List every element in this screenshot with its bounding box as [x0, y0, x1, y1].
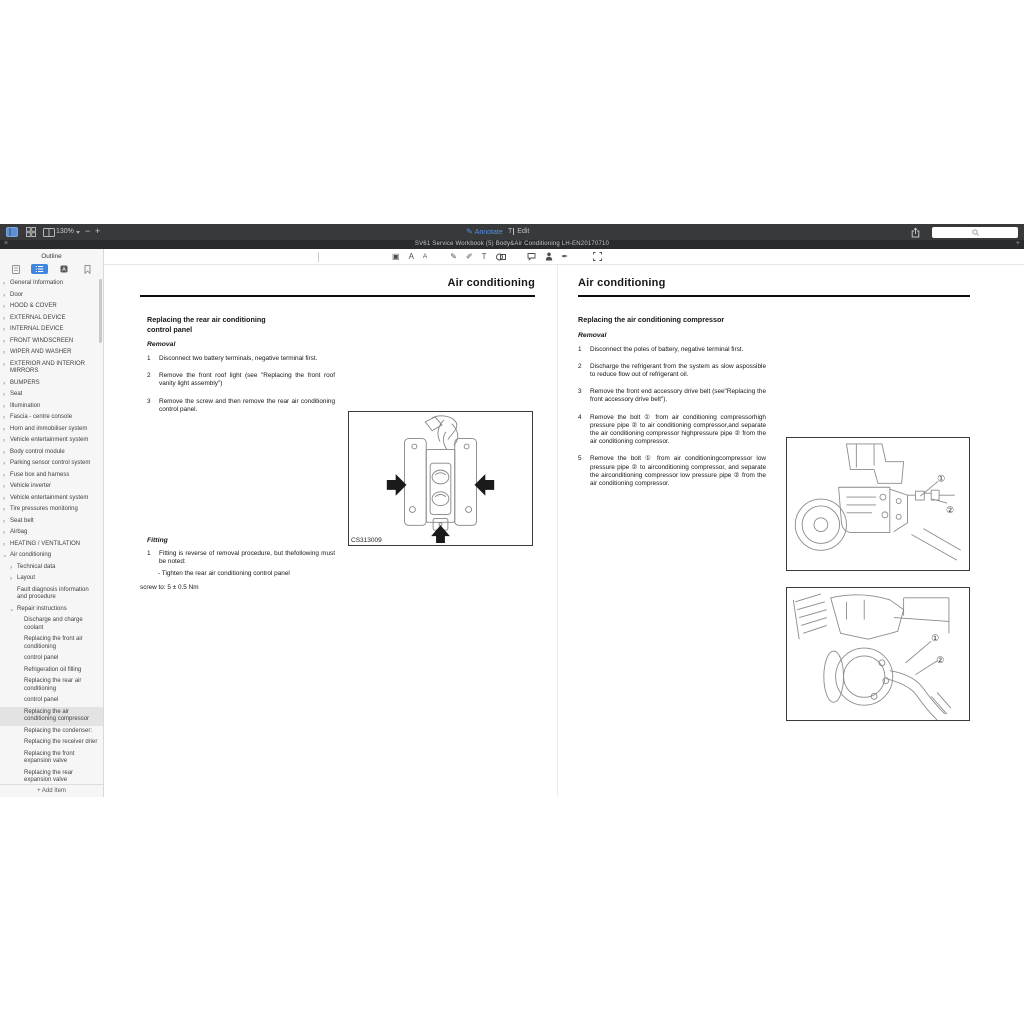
thumbnails-icon [12, 265, 20, 274]
outline-item[interactable] [0, 401, 103, 413]
callout-1: ① [931, 633, 940, 644]
page-header: Air conditioning [578, 277, 666, 289]
tab-outline[interactable] [31, 264, 48, 274]
chevron-icon: › [1, 555, 9, 558]
chevron-icon: › [3, 471, 6, 479]
outline-item[interactable] [0, 435, 103, 447]
outline-item[interactable] [0, 615, 103, 634]
outline-item-label: WIPER AND WASHER [10, 349, 72, 355]
outline-item[interactable] [0, 412, 103, 424]
outline-list-icon [35, 265, 44, 273]
step-number: 1 [147, 355, 151, 362]
tab-close-button[interactable]: × [4, 240, 9, 247]
chevron-down-icon[interactable] [76, 231, 80, 234]
outline-item[interactable] [0, 634, 103, 653]
comment-tool[interactable] [527, 248, 536, 266]
header-rule [578, 295, 970, 297]
step-text: Remove the screw and then remove the rear air conditioning control panel. [159, 397, 335, 413]
fitting-note: - Tighten the rear air conditioning control panel [158, 570, 290, 578]
outline-item[interactable] [0, 424, 103, 436]
comment-icon [527, 252, 536, 261]
outline-item[interactable] [0, 347, 103, 359]
edit-mode-button[interactable]: T Edit [508, 228, 530, 235]
outline-item-label: Body control module [10, 448, 65, 455]
chevron-icon: › [3, 314, 6, 322]
outline-item-label: Technical data [17, 563, 56, 570]
fitting-step [147, 550, 335, 566]
step-text: Discharge the refrigerant from the system as slow aspossible to reduce flow out of refrigerant oil. [590, 362, 766, 378]
outline-item-label: Horn and immobiliser system [10, 425, 88, 432]
outline-item-label: Fascia - centre console [10, 414, 73, 420]
tab-thumbnails[interactable] [7, 264, 24, 274]
outline-item-label: Replacing the condenser: [24, 727, 93, 734]
step-text: Remove the bolt ① from air conditioning compressorhigh pressure pipe ② to air conditioning compressor,and separate the air conditioning compressor highpressure pipe ② from the air conditioning compressor. [590, 413, 766, 446]
step-number: 1 [578, 345, 582, 353]
callout-1: ① [937, 473, 946, 484]
procedure-step [147, 398, 335, 414]
bookmark-icon [84, 265, 91, 274]
signature-tool[interactable]: ✒ [561, 252, 569, 261]
sidebar [0, 249, 104, 797]
step-text: Disconnect the poles of battery, negative terminal first. [590, 345, 744, 353]
sidebar-toggle-button[interactable] [5, 226, 19, 238]
procedure-step [578, 346, 766, 354]
removal-steps [578, 346, 766, 489]
procedure-step [147, 355, 335, 363]
chevron-icon: › [3, 280, 6, 287]
outline-item[interactable] [0, 290, 103, 302]
outline-item-label: INTERNAL DEVICE [10, 326, 64, 332]
outline-item[interactable] [0, 359, 103, 378]
callout-2: ② [936, 654, 945, 665]
outline-item-label: Vehicle inverter [10, 483, 52, 489]
figure-compressor-high-pressure [786, 437, 970, 571]
step-text: Remove the front roof light (see "Replacing the front roof vanity light assembly") [159, 372, 335, 388]
chevron-icon: › [3, 414, 6, 421]
header-rule [140, 295, 535, 297]
chevron-icon: › [8, 608, 16, 611]
step-number: 3 [147, 397, 151, 405]
chevron-icon: › [3, 291, 6, 299]
chevron-icon: › [3, 303, 6, 310]
outline-item-label: Parking sensor control system [10, 460, 91, 466]
step-number: 2 [578, 362, 582, 370]
outline-item-label: Replacing the rear air conditioning [24, 678, 82, 692]
outline-item-label: Replacing the front expansion valve [24, 750, 75, 764]
control-panel-drawing [349, 412, 532, 545]
zoom-level[interactable]: 130% [56, 228, 74, 235]
zoom-out-button[interactable]: − [85, 226, 91, 236]
outline-item[interactable] [0, 539, 103, 551]
outline-item-label: Vehicle entertainment system [10, 437, 89, 443]
outline-item[interactable] [0, 585, 103, 604]
section-title: Replacing the rear air conditioning control panel [147, 315, 266, 334]
outline-item[interactable] [0, 447, 103, 459]
toolbar-divider [318, 252, 319, 262]
annotations-icon [60, 265, 68, 273]
stamp-tool[interactable] [545, 248, 553, 266]
chevron-icon: › [3, 506, 6, 513]
two-page-icon [43, 228, 55, 237]
outline-item-label: control panel [24, 655, 59, 661]
procedure-step [578, 388, 766, 404]
outline-item[interactable] [0, 481, 103, 493]
sidebar-title: Outline [41, 253, 62, 260]
fitting-note-torque: screw to: 5 ± 0.5 Nm [140, 583, 199, 591]
text-cursor-icon: T [508, 228, 513, 235]
shapes-icon [496, 253, 506, 261]
figure-compressor-low-pressure [786, 587, 970, 721]
svg-text:A: A [61, 267, 66, 273]
outline-item[interactable] [0, 493, 103, 505]
outline-item[interactable] [0, 504, 103, 516]
search-icon [972, 229, 979, 236]
chevron-icon: › [3, 540, 6, 548]
pencil-tool[interactable]: ✎ [450, 252, 457, 261]
outline-item-label: Replacing the rear expansion valve [24, 769, 74, 783]
step-number: 5 [578, 455, 582, 463]
annotation-toolbar [104, 249, 1024, 265]
outline-item-label: Fuse box and harness [10, 471, 70, 478]
step-text: Remove the front end accessory drive belt (see"Replacing the front accessory drive belt"). [590, 388, 766, 404]
procedure-step [578, 363, 766, 379]
outline-item[interactable] [0, 726, 103, 738]
outline-item[interactable] [0, 707, 103, 726]
outline-item[interactable] [0, 313, 103, 325]
outline-item[interactable] [0, 604, 103, 616]
outline-item[interactable] [0, 470, 103, 482]
procedure-step [147, 372, 335, 388]
chevron-icon: › [3, 494, 6, 502]
outline-item-label: control panel [24, 697, 59, 703]
outline-item[interactable] [0, 665, 103, 677]
outline-item-label: Refrigeration oil filling [24, 666, 82, 673]
outline-item[interactable] [0, 324, 103, 336]
outline-item-label: Air conditioning [10, 552, 52, 558]
select-area-tool[interactable] [593, 248, 602, 266]
outline-item[interactable] [0, 749, 103, 768]
crop-corners-icon [593, 252, 602, 261]
outline-item-label: BUMPERS [10, 379, 40, 386]
outline-item-label: Replacing the receiver drier [24, 739, 98, 745]
outline-item-label: FRONT WINDSCREEN [10, 337, 74, 344]
compressor-drawing-1 [787, 438, 969, 570]
pdf-app-window [0, 224, 1024, 797]
step-text: Remove the bolt ① from air conditioningcompressor low pressure pipe ② to airconditioning compressor, and separate the airconditioning compressor low pressure pipe ② from the air conditioning compressor. [590, 455, 766, 487]
sidebar-scrollbar[interactable] [99, 279, 102, 343]
outline-item[interactable] [0, 527, 103, 539]
shapes-tool[interactable] [496, 248, 506, 266]
share-icon [911, 227, 920, 238]
outline-item-label: Illumination [10, 402, 41, 409]
document-viewer [104, 265, 1024, 797]
tab-bookmarks[interactable] [79, 264, 96, 274]
step-text: Fitting is reverse of removal procedure, but thefollowing must be noted: [159, 550, 335, 566]
fitting-heading: Fitting [147, 537, 168, 545]
chevron-icon: › [3, 483, 6, 490]
assembly-arrows [387, 474, 494, 543]
chevron-icon: › [3, 391, 6, 398]
two-page-view-button[interactable] [42, 226, 56, 238]
chevron-icon: › [3, 517, 6, 525]
grid-view-button[interactable] [24, 226, 38, 238]
outline-item[interactable] [0, 389, 103, 401]
outline-item[interactable] [0, 301, 103, 313]
highlighter-tool[interactable]: ✐ [465, 252, 473, 261]
chevron-icon: › [3, 326, 6, 333]
outline-item[interactable] [0, 573, 103, 585]
figure-label: CS313009 [351, 537, 382, 544]
chevron-icon: › [3, 349, 6, 356]
step-text: Disconnect two battery terminals, negative terminal first. [159, 355, 318, 362]
top-toolbar [0, 224, 1024, 240]
outline-item[interactable] [0, 336, 103, 348]
chevron-icon: › [3, 402, 6, 410]
removal-steps [147, 355, 335, 414]
outline-item-label: EXTERIOR AND INTERIOR MIRRORS [10, 360, 86, 374]
outline-item[interactable] [0, 737, 103, 749]
outline-item[interactable] [0, 378, 103, 390]
outline-item-label: Fault diagnosis information and procedure [17, 586, 89, 600]
outline-item[interactable] [0, 516, 103, 528]
step-number: 2 [147, 372, 151, 380]
chevron-icon: › [10, 563, 13, 571]
chevron-icon: › [3, 379, 6, 387]
callout-2: ② [945, 504, 954, 515]
outline-item[interactable] [0, 458, 103, 470]
share-button[interactable] [911, 226, 920, 238]
removal-heading: Removal [578, 331, 607, 339]
compressor-drawing-2 [787, 588, 969, 720]
procedure-step [578, 455, 766, 488]
outline-tree [0, 278, 103, 784]
document-tab-bar[interactable] [0, 240, 1024, 249]
outline-item[interactable] [0, 278, 103, 290]
chevron-icon: › [3, 437, 6, 444]
outline-item-label: Airbag [10, 529, 28, 535]
new-tab-button[interactable]: + [1015, 240, 1020, 247]
outline-item-label: Tire pressures monitoring [10, 506, 78, 512]
image-stamp-tool[interactable]: ▣ [392, 252, 400, 261]
person-icon [545, 252, 553, 261]
page-separator [557, 265, 558, 797]
outline-item[interactable] [0, 562, 103, 574]
search-input[interactable] [932, 227, 1018, 238]
pencil-icon: ✎ [466, 227, 473, 236]
chevron-icon: › [3, 337, 6, 345]
font-large-tool[interactable]: A [408, 252, 414, 261]
outline-item[interactable] [0, 550, 103, 562]
text-tool[interactable]: T [481, 252, 487, 261]
chevron-icon: › [3, 460, 6, 467]
outline-item-label: Door [10, 291, 24, 298]
outline-item[interactable] [0, 768, 103, 785]
annotate-mode-button[interactable]: ✎ Annotate [466, 227, 503, 236]
step-number: 3 [578, 388, 582, 396]
step-number: 1 [147, 550, 151, 558]
step-number: 4 [578, 413, 582, 421]
sidebar-tabs [0, 264, 103, 274]
outline-item-label: Repair instructions [17, 605, 67, 612]
outline-item-label: General Information [10, 280, 64, 286]
outline-item-label: HOOD & COVER [10, 303, 57, 309]
page-header: Air conditioning [447, 277, 535, 289]
add-item-button[interactable]: + Add Item [0, 784, 103, 797]
outline-item-label: EXTERNAL DEVICE [10, 314, 66, 321]
outline-item[interactable] [0, 653, 103, 665]
outline-item[interactable] [0, 676, 103, 695]
document-tab-title[interactable]: SV61 Service Workbook (5) Body&Air Conditioning LH-EN20170710 [414, 241, 610, 247]
zoom-in-button[interactable]: + [95, 226, 101, 236]
procedure-step [578, 414, 766, 447]
outline-item-label: Replacing the front air conditioning [24, 636, 83, 650]
section-title: Replacing the air conditioning compressor [578, 315, 725, 324]
removal-heading: Removal [147, 341, 176, 348]
grid-icon [26, 227, 36, 237]
figure-control-panel [348, 411, 533, 546]
chevron-icon: › [3, 529, 6, 536]
outline-item[interactable] [0, 695, 103, 707]
font-small-tool[interactable]: A [422, 253, 428, 260]
chevron-icon: › [3, 448, 6, 456]
chevron-icon: › [10, 575, 13, 582]
sidebar-panel-icon [6, 227, 18, 237]
outline-item-label: Vehicle entertainment system [10, 494, 89, 501]
outline-item-label: Discharge and charge coolant [24, 617, 83, 631]
tab-annotations[interactable] [55, 264, 72, 274]
outline-item-label: Replacing the air conditioning compressor [24, 708, 90, 722]
outline-item-label: HEATING / VENTILATION [10, 540, 81, 547]
outline-item-label: Seat belt [10, 517, 34, 524]
outline-item-label: Layout [17, 575, 36, 581]
chevron-icon: › [3, 425, 6, 433]
outline-item-label: Seat [10, 391, 23, 397]
chevron-icon: › [3, 360, 6, 368]
